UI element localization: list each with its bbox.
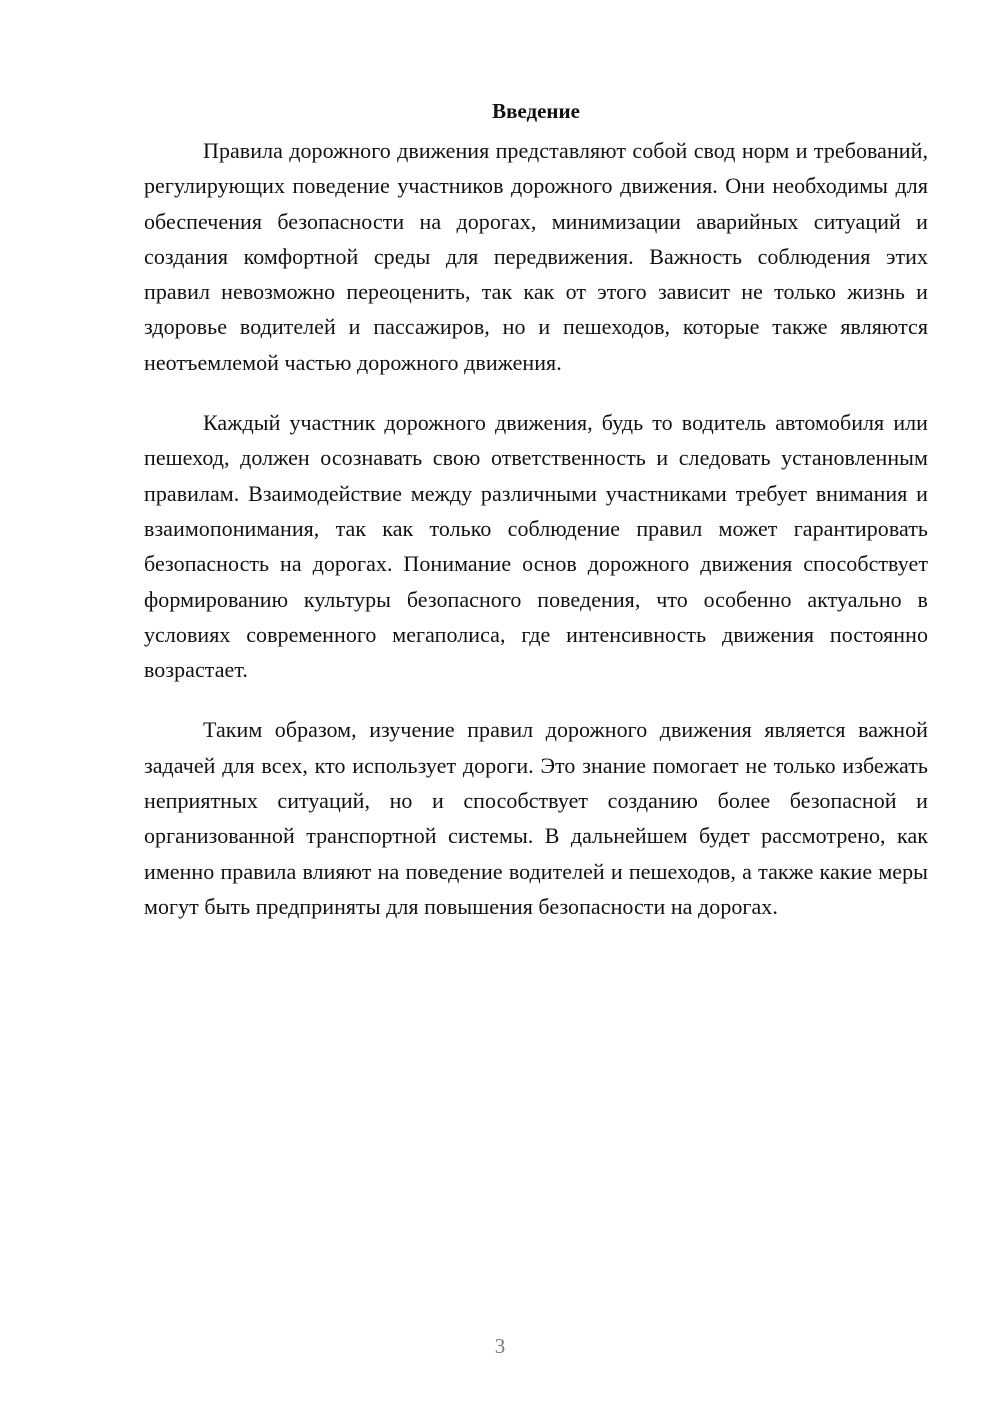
paragraph-3: Таким образом, изучение правил дорожного движения является важной задачей для всех, кто использует дороги. Это знание помогает не только избежать неприятных ситуаций, но и способствует созданию более безопасной и организованной транспортной системы. В дальнейшем будет рассмотрено, как именно правила влияют на поведение водителей и пешеходов, а также какие меры могут быть предприняты для повышения безопасности на дорогах. xyxy=(144,717,928,919)
page-number: 3 xyxy=(494,1334,506,1358)
page-content xyxy=(144,96,928,949)
paragraph-2: Каждый участник дорожного движения, будь то водитель автомобиля или пешеход, должен осознавать свою ответственность и следовать установленным правилам. Взаимодействие между различными участниками требует внимания и взаимопонимания, так как только соблюдение правил может гарантировать безопасность на дорогах. Понимание основ дорожного движения способствует формированию культуры безопасного поведения, что особенно актуально в условиях современного мегаполиса, где интенсивность движения постоянно возрастает. xyxy=(144,410,928,683)
page-title: Введение xyxy=(492,99,580,123)
paragraph-1: Правила дорожного движения представляют собой свод норм и требований, регулирующих поведение участников дорожного движения. Они необходимы для обеспечения безопасности на дорогах, минимизации аварийных ситуаций и создания комфортной среды для передвижения. Важность соблюдения этих правил невозможно переоценить, так как от этого зависит не только жизнь и здоровье водителей и пассажиров, но и пешеходов, которые также являются неотъемлемой частью дорожного движения. xyxy=(144,138,928,375)
